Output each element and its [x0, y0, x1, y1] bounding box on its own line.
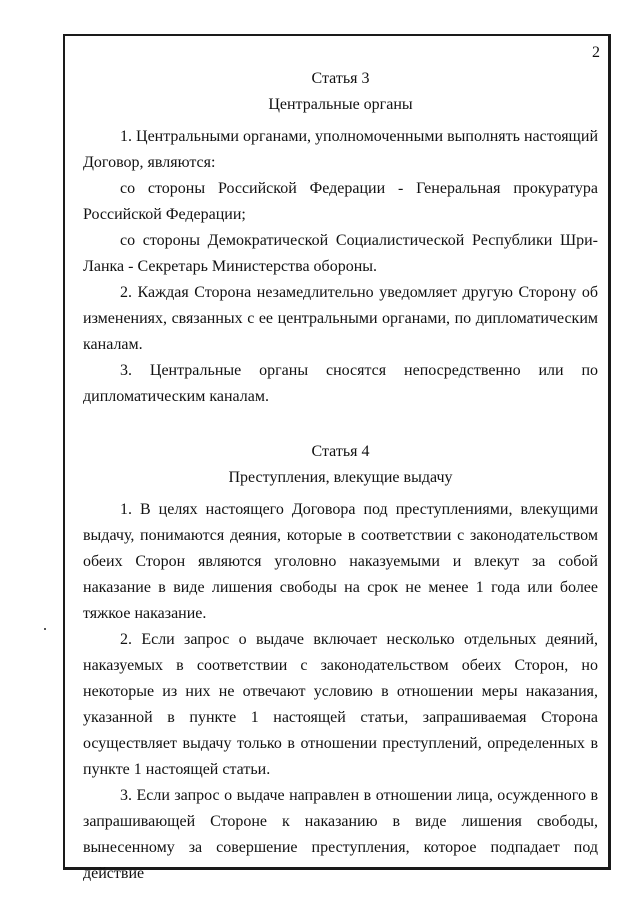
- scan-speck: [44, 628, 46, 630]
- article-3-title: Статья 3: [311, 70, 370, 87]
- article-4-paragraph-1: 1. В целях настоящего Договора под преступлениями, влекущими выдачу, понимаются деяния, которые в соответствии с законодательством обеих Сторон являются уголовно наказуемыми и влекут за собой наказание в виде лишения свободы на срок не менее 1 года или более тяжкое наказание.: [83, 501, 598, 622]
- article-4-paragraph-2: 2. Если запрос о выдаче включает несколько отдельных деяний, наказуемых в соответствии с законодательством обеих Сторон, но некоторые из них не отвечают условию в отношении меры наказания, указанной в пункте 1 настоящей статьи, запрашиваемая Сторона осуществляет выдачу только в отношении преступлений, определенных в пункте 1 настоящей статьи.: [83, 631, 598, 778]
- article-3-paragraph-4: 2. Каждая Сторона незамедлительно уведомляет другую Сторону об изменениях, связанных с ее центральными органами, по дипломатическим каналам.: [83, 284, 598, 353]
- article-4-paragraph-3: 3. Если запрос о выдаче направлен в отношении лица, осужденного в запрашивающей Стороне к наказанию в виде лишения свободы, вынесенному за совершение преступления, которое подпадает под действие: [83, 787, 598, 882]
- page-number: 2: [592, 44, 600, 61]
- article-3-paragraph-3: со стороны Демократической Социалистической Республики Шри-Ланка - Секретарь Министерства обороны.: [83, 232, 598, 275]
- article-4-subtitle: Преступления, влекущие выдачу: [228, 469, 453, 486]
- article-3-paragraph-2: со стороны Российской Федерации - Генеральная прокуратура Российской Федерации;: [83, 180, 598, 223]
- article-3-paragraph-5: 3. Центральные органы сносятся непосредственно или по дипломатическим каналам.: [83, 362, 598, 405]
- document-body: [83, 70, 598, 887]
- article-3-paragraph-1: 1. Центральными органами, уполномоченными выполнять настоящий Договор, являются:: [83, 128, 598, 171]
- article-4-title: Статья 4: [311, 443, 370, 460]
- article-3-subtitle: Центральные органы: [268, 96, 413, 113]
